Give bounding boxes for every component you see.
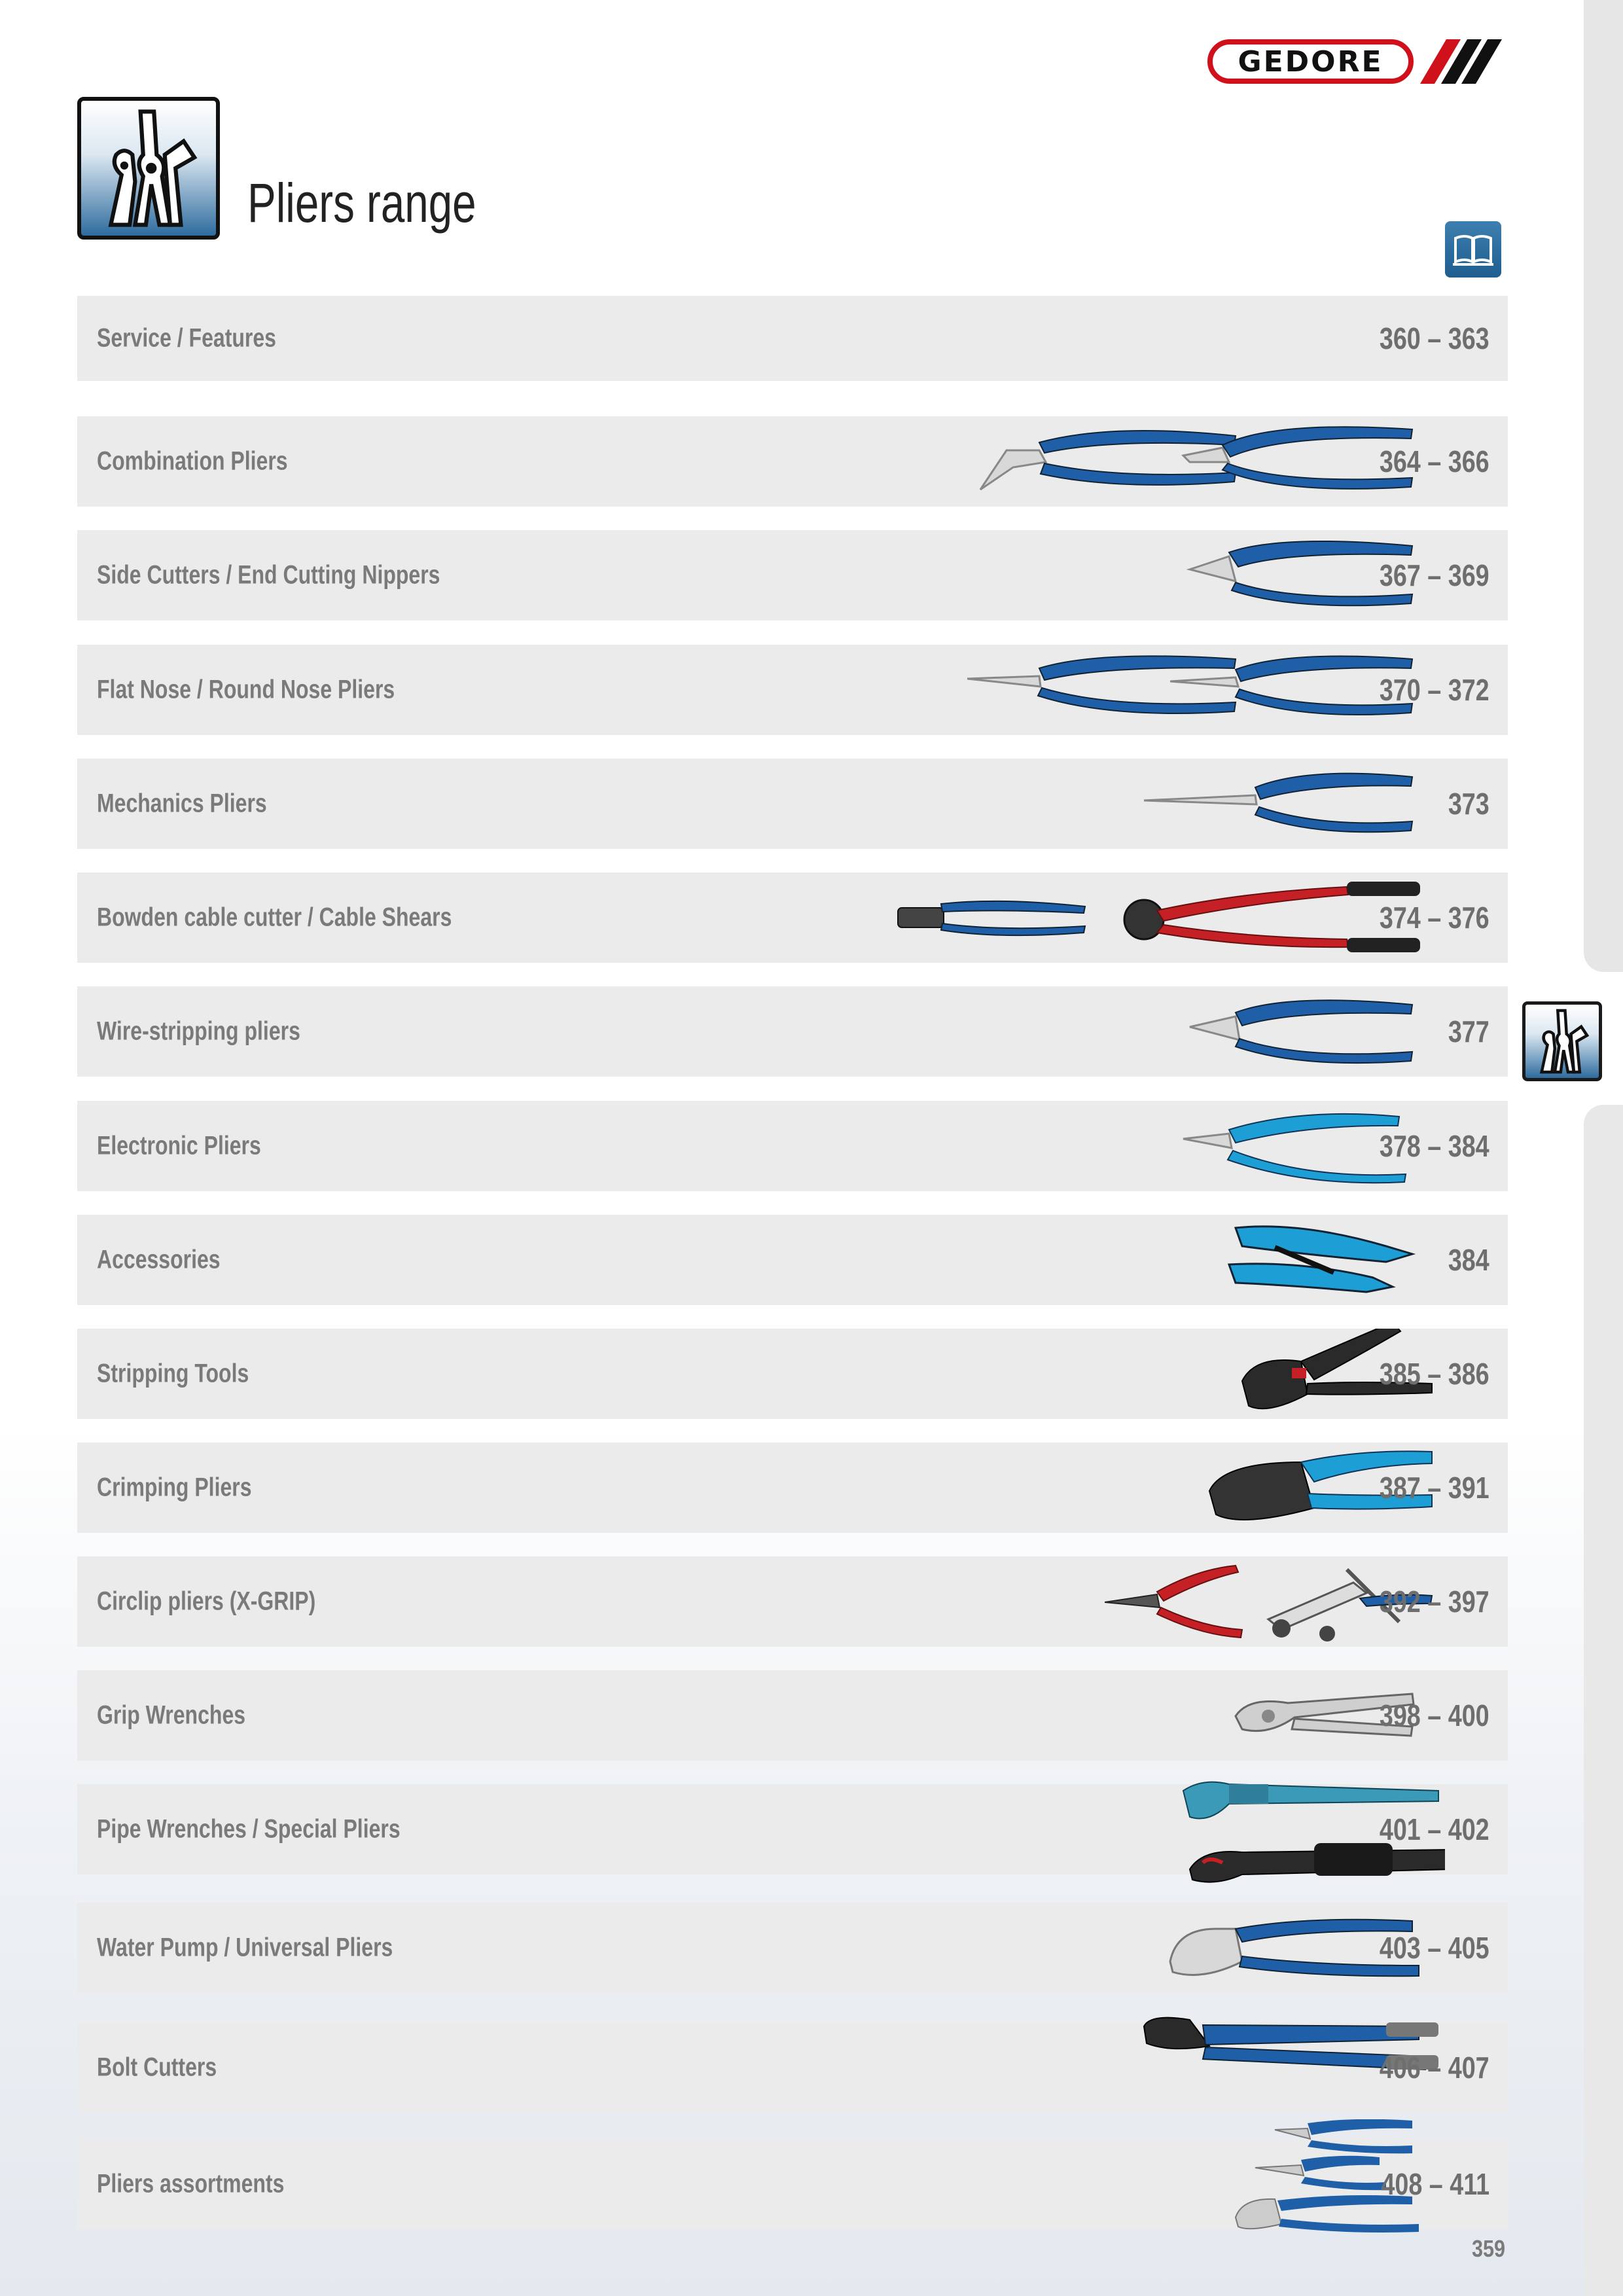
row-label: Bolt Cutters: [97, 2053, 217, 2082]
row-label: Mechanics Pliers: [97, 789, 267, 818]
row-pages[interactable]: 373: [1448, 787, 1489, 821]
page-number: 359: [1471, 2235, 1505, 2262]
page-title: Pliers range: [247, 172, 476, 234]
row-label: Pliers assortments: [97, 2169, 285, 2198]
toc-row-stripping-tools[interactable]: [77, 1329, 1508, 1419]
side-tab-strip-lower: [1584, 1105, 1623, 2296]
row-label: Electronic Pliers: [97, 1131, 261, 1160]
row-pages[interactable]: 367 – 369: [1380, 558, 1489, 592]
gedore-logo-wordmark: [1207, 39, 1414, 84]
row-pages[interactable]: 406 – 407: [1380, 2051, 1489, 2085]
row-pages[interactable]: 385 – 386: [1380, 1357, 1489, 1391]
row-pages[interactable]: 398 – 400: [1380, 1698, 1489, 1732]
row-label: Combination Pliers: [97, 446, 288, 476]
row-label: Side Cutters / End Cutting Nippers: [97, 560, 440, 590]
row-pages[interactable]: 392 – 397: [1380, 1585, 1489, 1619]
gedore-stripes-icon: [1420, 39, 1502, 84]
row-label: Accessories: [97, 1245, 221, 1274]
wire-stripping-pliers-image: [1183, 986, 1419, 1077]
gedore-logo: [1207, 39, 1502, 86]
row-label: Stripping Tools: [97, 1359, 249, 1388]
pliers-tab-icon[interactable]: [1522, 1001, 1602, 1081]
pliers-accessories-image: [1222, 1215, 1419, 1305]
row-label: Flat Nose / Round Nose Pliers: [97, 675, 395, 704]
row-pages[interactable]: 401 – 402: [1380, 1812, 1489, 1846]
toc-row-pliers-assortments[interactable]: [77, 2139, 1508, 2229]
brand-name: GEDORE: [1238, 45, 1383, 79]
toc-row-water-pump[interactable]: [77, 1903, 1508, 1993]
mechanics-pliers-image: [1144, 759, 1419, 849]
row-pages[interactable]: 364 – 366: [1380, 444, 1489, 478]
pliers-icon: [77, 97, 220, 240]
bowden-cable-cutter-image: [895, 872, 1092, 963]
cable-shears-image: [1111, 872, 1425, 963]
toc-row-bolt-cutters[interactable]: [77, 2022, 1508, 2113]
toc-row-wire-stripping[interactable]: [77, 986, 1508, 1077]
row-pages[interactable]: 370 – 372: [1380, 673, 1489, 707]
toc-row-mechanics-pliers[interactable]: [77, 759, 1508, 849]
row-pages[interactable]: 374 – 376: [1380, 901, 1489, 935]
catalog-book-icon[interactable]: [1445, 221, 1501, 278]
row-pages[interactable]: 403 – 405: [1380, 1931, 1489, 1965]
toc-row-electronic-pliers[interactable]: [77, 1101, 1508, 1191]
toc-row-bowden-cable[interactable]: [77, 872, 1508, 963]
toc-row-crimping-pliers[interactable]: [77, 1443, 1508, 1533]
row-pages[interactable]: 377: [1448, 1014, 1489, 1049]
row-label: Service / Features: [97, 323, 276, 353]
row-label: Bowden cable cutter / Cable Shears: [97, 903, 452, 932]
row-pages[interactable]: 384: [1448, 1243, 1489, 1277]
toc-row-side-cutters[interactable]: [77, 530, 1508, 620]
row-pages[interactable]: 387 – 391: [1380, 1471, 1489, 1505]
row-label: Crimping Pliers: [97, 1473, 252, 1502]
toc-row-service[interactable]: [77, 296, 1508, 381]
toc-row-circlip-pliers[interactable]: [77, 1556, 1508, 1647]
row-pages[interactable]: 408 – 411: [1381, 2167, 1489, 2201]
row-pages[interactable]: 378 – 384: [1380, 1129, 1489, 1163]
row-pages[interactable]: 360 – 363: [1380, 321, 1489, 355]
row-label: Water Pump / Universal Pliers: [97, 1933, 393, 1962]
toc-row-pipe-wrenches[interactable]: [77, 1784, 1508, 1874]
toc-row-accessories[interactable]: [77, 1215, 1508, 1305]
row-label: Pipe Wrenches / Special Pliers: [97, 1814, 401, 1844]
row-label: Wire-stripping pliers: [97, 1016, 300, 1046]
toc-row-grip-wrenches[interactable]: [77, 1670, 1508, 1761]
side-tab-strip-upper: [1584, 0, 1623, 972]
row-label: Circlip pliers (X-GRIP): [97, 1587, 316, 1616]
toc-row-combination-pliers[interactable]: [77, 416, 1508, 507]
toc-row-flat-nose[interactable]: [77, 645, 1508, 735]
circlip-pliers-image: [1105, 1556, 1249, 1647]
row-label: Grip Wrenches: [97, 1700, 246, 1730]
